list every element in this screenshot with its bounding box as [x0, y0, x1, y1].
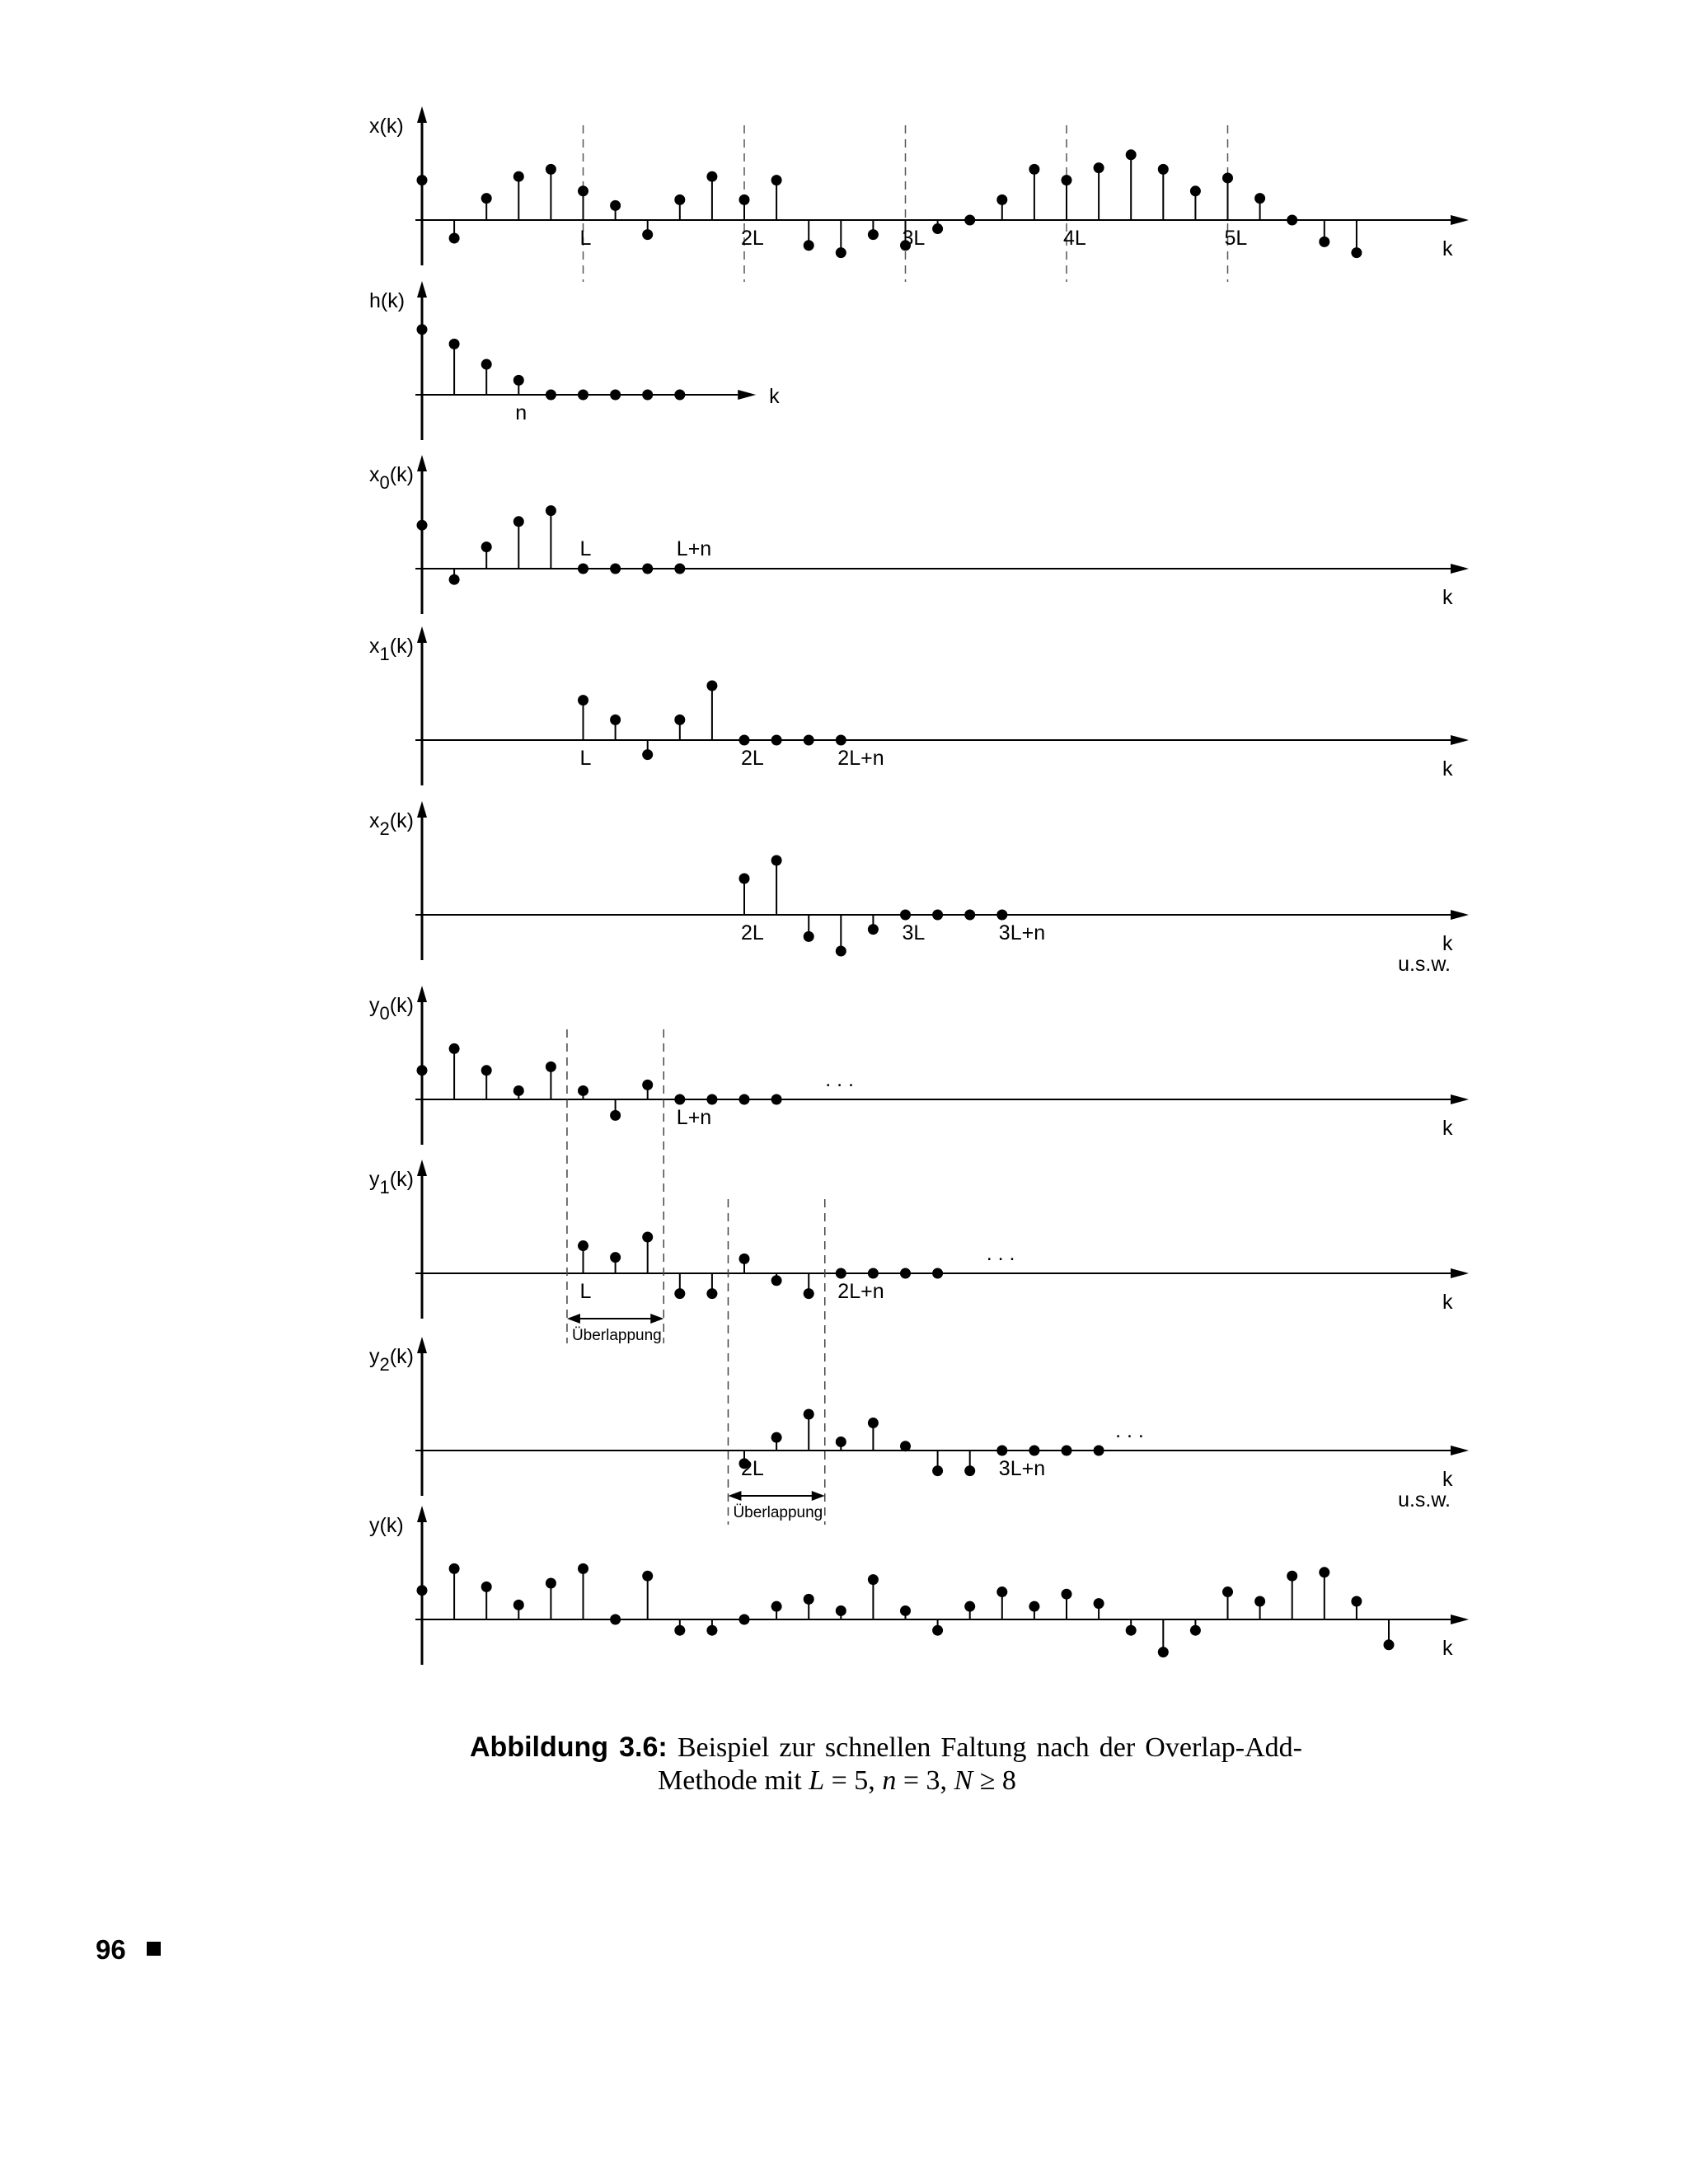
stem-point — [1190, 185, 1201, 196]
panel-label-y0: y0(k) — [369, 994, 414, 1024]
stem-point — [964, 910, 975, 921]
stem-point — [1029, 164, 1039, 175]
stem-point — [578, 390, 588, 401]
panel-label-x: x(k) — [369, 115, 404, 138]
stem-point — [706, 1094, 717, 1105]
stem-point — [642, 1232, 653, 1243]
stem-point — [481, 359, 492, 370]
k-axis-label: k — [1442, 1637, 1453, 1660]
stem-point — [836, 247, 846, 258]
stem-point — [1190, 1625, 1201, 1636]
stem-point — [1254, 193, 1265, 204]
overlap-label: Überlappung — [733, 1504, 823, 1521]
k-axis-label: k — [1442, 1468, 1453, 1491]
stem-point — [804, 1288, 814, 1299]
stem-point — [964, 215, 975, 226]
overlap-arrow-right-icon — [650, 1314, 663, 1324]
stem-point — [739, 194, 750, 205]
stem-point — [771, 175, 782, 185]
stem-point — [739, 1094, 750, 1105]
y-axis-arrow-icon — [417, 281, 427, 298]
stem-point — [804, 931, 814, 942]
stem-point — [449, 1563, 460, 1574]
y-axis-arrow-icon — [417, 455, 427, 471]
panel-label-y2: y2(k) — [369, 1345, 414, 1375]
stem-point — [674, 1625, 685, 1636]
tick-mark-label: 3L+n — [998, 1457, 1046, 1480]
stem-point — [900, 1605, 911, 1616]
stem-point — [1158, 1647, 1169, 1657]
stem-point — [449, 1043, 460, 1054]
y-axis-arrow-icon — [417, 801, 427, 818]
panel-label-x0: x0(k) — [369, 463, 414, 493]
stem-point — [771, 855, 782, 866]
tick-mark-label: 3L+n — [998, 921, 1046, 944]
stem-point — [836, 1268, 846, 1279]
stem-point — [1222, 172, 1233, 183]
stem-point — [546, 1578, 556, 1589]
stem-point — [1287, 1571, 1297, 1582]
figure-caption — [470, 1731, 1302, 1797]
stem-point — [674, 564, 685, 574]
stem-point — [674, 715, 685, 725]
stem-point — [771, 1601, 782, 1612]
stem-point — [578, 564, 588, 574]
usw-label: u.s.w. — [1398, 1488, 1451, 1511]
stem-point — [739, 1254, 750, 1264]
k-axis-label: k — [1442, 1117, 1453, 1140]
stem-point — [771, 735, 782, 746]
caption-label: Abbildung 3.6: — [470, 1732, 668, 1763]
stem-point — [964, 1601, 975, 1612]
stem-point — [739, 874, 750, 884]
k-axis-arrow-icon — [1451, 1446, 1469, 1455]
stem-point — [836, 735, 846, 746]
stem-point — [964, 1465, 975, 1476]
y-axis-arrow-icon — [417, 106, 427, 123]
stem-point — [578, 1563, 588, 1574]
stem-point — [417, 324, 428, 335]
stem-point — [868, 229, 879, 240]
k-axis-arrow-icon — [1451, 910, 1469, 920]
stem-point — [739, 735, 750, 746]
caption-text-line1: Beispiel zur schnellen Faltung nach der Overlap-Add- — [677, 1732, 1302, 1763]
stem-point — [513, 516, 524, 527]
stem-point — [578, 1085, 588, 1096]
usw-label: u.s.w. — [1398, 953, 1451, 976]
stem-point — [578, 185, 588, 196]
stem-point — [804, 1594, 814, 1605]
stem-point — [449, 339, 460, 349]
stem-point — [610, 1252, 621, 1263]
stem-point — [868, 1268, 879, 1279]
stem-point — [996, 1586, 1007, 1597]
overlap-arrow-right-icon — [812, 1491, 825, 1501]
stem-point — [1158, 164, 1169, 175]
stem-point — [706, 681, 717, 691]
k-axis-label: k — [769, 385, 780, 408]
continuation-dots: . . . — [986, 1242, 1015, 1265]
k-axis-arrow-icon — [1451, 1268, 1469, 1278]
stem-point — [610, 564, 621, 574]
stem-point — [932, 910, 943, 921]
stem-point — [1351, 1596, 1362, 1607]
tick-mark-label: L — [579, 747, 592, 770]
panel-label-y1: y1(k) — [369, 1168, 414, 1197]
stem-point — [706, 1288, 717, 1299]
tick-mark-label: L — [579, 227, 592, 250]
k-axis-arrow-icon — [1451, 1094, 1469, 1104]
k-axis-label: k — [1442, 1291, 1453, 1314]
panel-label-x2: x2(k) — [369, 809, 414, 839]
stem-point — [1351, 247, 1362, 258]
stem-point — [1384, 1639, 1395, 1650]
stem-point — [804, 735, 814, 746]
stem-point — [836, 1436, 846, 1447]
stem-point — [417, 520, 428, 531]
stem-point — [932, 1268, 943, 1279]
tick-mark-label: L+n — [676, 537, 712, 560]
stem-point — [804, 240, 814, 251]
k-axis-label: k — [1442, 757, 1453, 780]
stem-point — [1094, 1446, 1104, 1456]
stem-point — [771, 1275, 782, 1286]
stem-point — [1254, 1596, 1265, 1607]
stem-point — [449, 574, 460, 585]
stem-point — [642, 749, 653, 760]
stem-point — [996, 910, 1007, 921]
overlap-label: Überlappung — [571, 1327, 662, 1344]
tick-mark-label: 2L — [741, 227, 764, 250]
panel-label-y: y(k) — [369, 1514, 404, 1537]
tick-mark-label: 2L+n — [837, 747, 884, 770]
stem-point — [1222, 1586, 1233, 1597]
stem-point — [642, 390, 653, 401]
tick-mark-label: 4L — [1063, 227, 1086, 250]
stem-point — [771, 1432, 782, 1443]
tick-mark-label: L+n — [676, 1106, 712, 1129]
stem-point — [868, 924, 879, 935]
page-number: 96 — [96, 1934, 126, 1965]
stem-point — [1319, 237, 1329, 247]
stem-point — [771, 1094, 782, 1105]
stem-point — [900, 1441, 911, 1451]
stem-point — [900, 910, 911, 921]
stem-point — [610, 715, 621, 725]
stem-point — [1062, 1589, 1072, 1600]
stem-point — [1319, 1567, 1329, 1577]
stem-point — [836, 1605, 846, 1616]
stem-point — [642, 564, 653, 574]
page-marker-square-icon — [147, 1942, 161, 1956]
stem-point — [1287, 215, 1297, 226]
stem-point — [481, 193, 492, 204]
stem-point — [1029, 1446, 1039, 1456]
stem-point — [1126, 1625, 1137, 1636]
stem-point — [610, 1615, 621, 1625]
stem-point — [868, 1418, 879, 1428]
stem-point — [417, 175, 428, 185]
stem-point — [546, 164, 556, 175]
tick-mark-label: 3L — [902, 227, 926, 250]
k-axis-label: k — [1442, 932, 1453, 955]
stem-point — [610, 1110, 621, 1121]
k-axis-arrow-icon — [1451, 1615, 1469, 1624]
caption-text-line2: Methode mit L = 5, n = 3, N ≥ 8 — [658, 1765, 1016, 1796]
stem-point — [481, 1582, 492, 1592]
stem-point — [546, 390, 556, 401]
stem-point — [674, 194, 685, 205]
stem-point — [578, 695, 588, 705]
stem-point — [513, 1600, 524, 1610]
y-axis-arrow-icon — [417, 1160, 427, 1176]
stem-point — [836, 946, 846, 957]
stem-point — [481, 1065, 492, 1076]
stem-point — [642, 1571, 653, 1582]
stem-point — [868, 1574, 879, 1585]
stem-point — [1094, 1598, 1104, 1609]
tick-mark-label: 2L — [741, 921, 764, 944]
k-axis-label: k — [1442, 586, 1453, 609]
tick-mark-label: 5L — [1224, 227, 1248, 250]
y-axis-arrow-icon — [417, 1506, 427, 1522]
stem-point — [932, 1625, 943, 1636]
panel-label-x1: x1(k) — [369, 635, 414, 664]
overlap-arrow-left-icon — [567, 1314, 580, 1324]
stem-point — [417, 1585, 428, 1596]
y-axis-arrow-icon — [417, 986, 427, 1002]
tick-mark-label: n — [515, 401, 528, 424]
stem-point — [674, 1094, 685, 1105]
stem-point — [513, 1085, 524, 1096]
k-axis-label: k — [1442, 237, 1453, 260]
stem-point — [513, 375, 524, 386]
stem-point — [481, 541, 492, 552]
stem-point — [996, 194, 1007, 205]
k-axis-arrow-icon — [1451, 215, 1469, 225]
stem-point — [578, 1240, 588, 1251]
y-axis-arrow-icon — [417, 626, 427, 643]
stem-point — [706, 1625, 717, 1636]
stem-point — [674, 390, 685, 401]
stem-point — [932, 223, 943, 234]
tick-mark-label: 3L — [902, 921, 926, 944]
stem-point — [610, 200, 621, 211]
stem-point — [546, 505, 556, 516]
continuation-dots: . . . — [825, 1068, 854, 1091]
stem-point — [1094, 162, 1104, 173]
y-axis-arrow-icon — [417, 1337, 427, 1353]
continuation-dots: . . . — [1115, 1419, 1144, 1442]
stem-point — [900, 1268, 911, 1279]
stem-point — [417, 1065, 428, 1076]
stem-point — [739, 1615, 750, 1625]
tick-mark-label: L — [579, 537, 592, 560]
stem-point — [996, 1446, 1007, 1456]
tick-mark-label: 2L — [741, 1457, 764, 1480]
stem-point — [513, 171, 524, 182]
stem-point — [449, 233, 460, 244]
stem-point — [1062, 175, 1072, 185]
stem-point — [932, 1465, 943, 1476]
tick-mark-label: 2L+n — [837, 1280, 884, 1303]
stem-point — [546, 1062, 556, 1072]
stem-point — [674, 1288, 685, 1299]
stem-point — [642, 1080, 653, 1090]
k-axis-arrow-icon — [1451, 735, 1469, 745]
stem-point — [1126, 149, 1137, 160]
tick-mark-label: L — [579, 1280, 592, 1303]
stem-point — [1029, 1601, 1039, 1612]
panel-label-h: h(k) — [369, 289, 406, 312]
k-axis-arrow-icon — [1451, 564, 1469, 574]
stem-point — [1062, 1446, 1072, 1456]
stem-point — [642, 229, 653, 240]
stem-point — [610, 390, 621, 401]
k-axis-arrow-icon — [738, 390, 756, 400]
stem-point — [706, 171, 717, 182]
tick-mark-label: 2L — [741, 747, 764, 770]
stem-point — [804, 1409, 814, 1420]
overlap-arrow-left-icon — [728, 1491, 741, 1501]
